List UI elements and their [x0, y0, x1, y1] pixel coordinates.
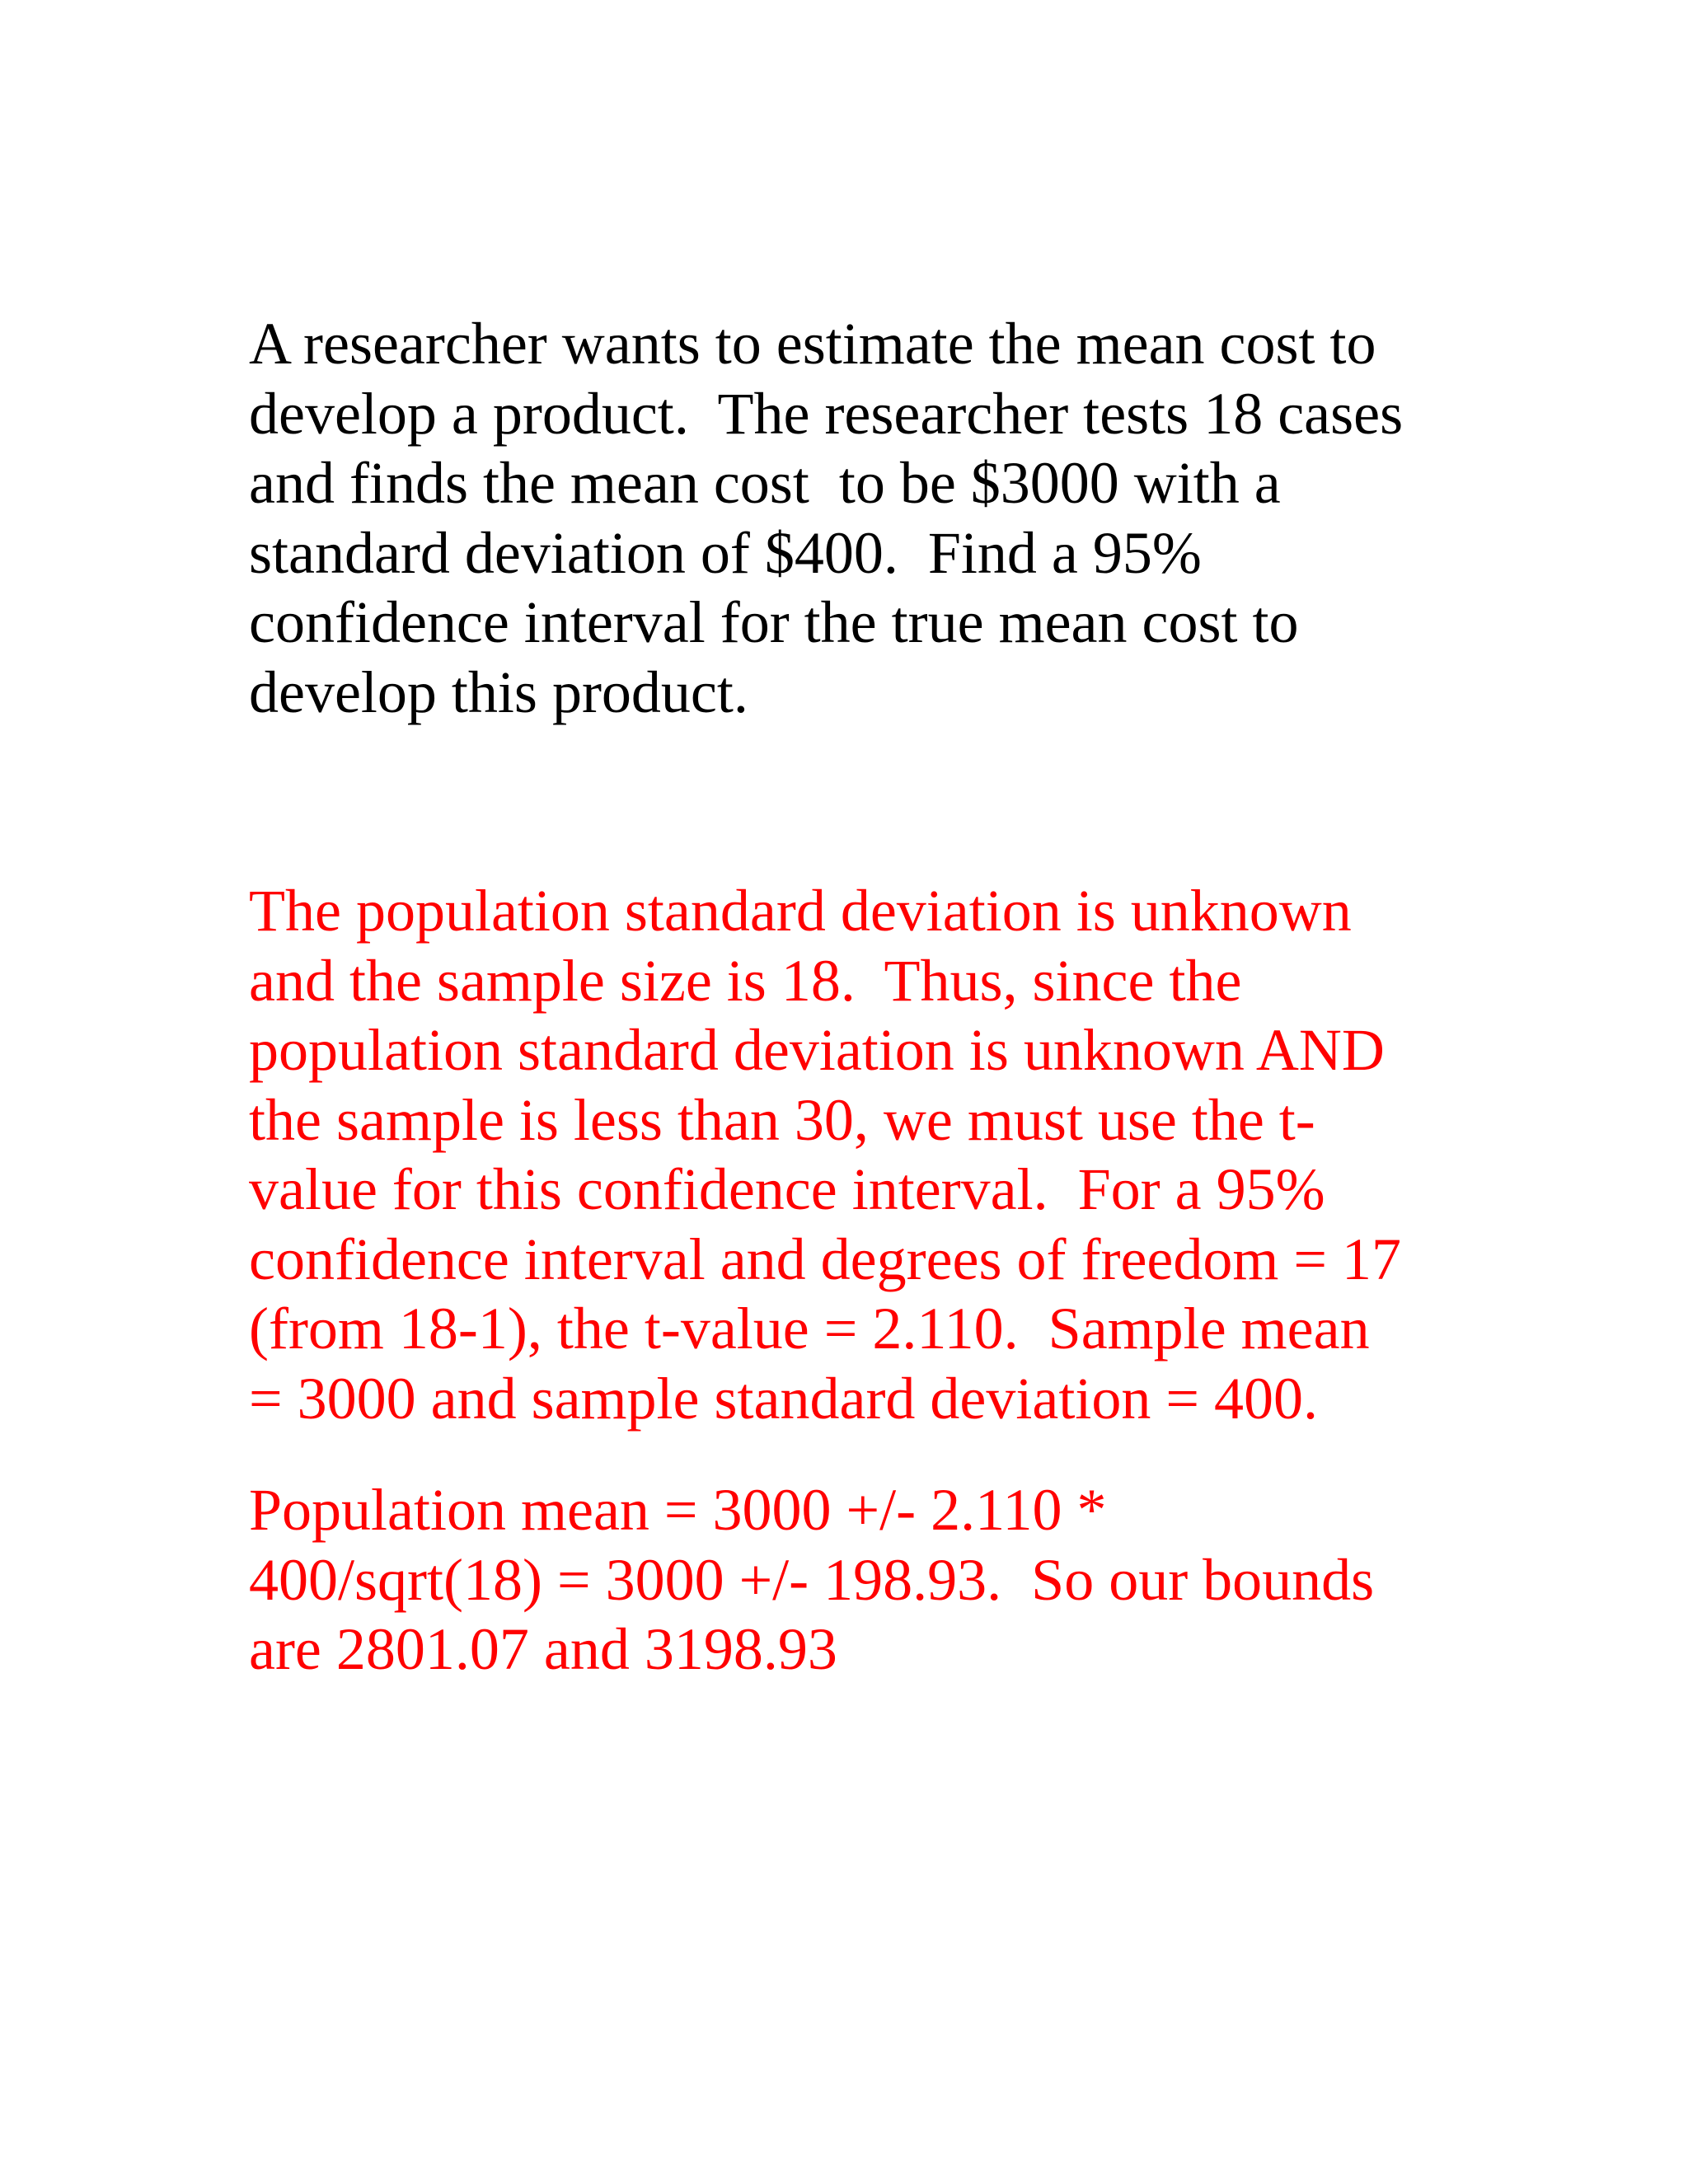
- solution-result: [249, 1475, 1374, 1685]
- problem-line: develop this product.: [249, 658, 748, 725]
- problem-line: A researcher wants to estimate the mean cost to: [249, 311, 1376, 377]
- problem-statement: [249, 309, 1403, 727]
- result-line: Population mean = 3000 +/- 2.110 *: [249, 1477, 1107, 1543]
- problem-line: standard deviation of $400. Find a 95%: [249, 519, 1202, 586]
- solution-line: confidence interval and degrees of freedom = 17: [249, 1226, 1401, 1292]
- problem-line: develop a product. The researcher tests 18 cases: [249, 380, 1404, 447]
- problem-line: confidence interval for the true mean cost to: [249, 589, 1299, 655]
- solution-line: value for this confidence interval. For a 95%: [249, 1156, 1325, 1222]
- result-line: are 2801.07 and 3198.93: [249, 1616, 837, 1682]
- solution-explanation: [249, 876, 1401, 1433]
- solution-line: the sample is less than 30, we must use the t-: [249, 1086, 1315, 1153]
- solution-line: population standard deviation is unknown AND: [249, 1017, 1385, 1083]
- solution-line: (from 18-1), the t-value = 2.110. Sample mean: [249, 1296, 1370, 1361]
- problem-line: and finds the mean cost to be $3000 with a: [249, 450, 1281, 516]
- solution-line: = 3000 and sample standard deviation = 400.: [249, 1365, 1318, 1432]
- solution-line: and the sample size is 18. Thus, since the: [249, 947, 1242, 1014]
- solution-line: The population standard deviation is unknown: [249, 878, 1352, 944]
- result-line: 400/sqrt(18) = 3000 +/- 198.93. So our bounds: [249, 1546, 1375, 1613]
